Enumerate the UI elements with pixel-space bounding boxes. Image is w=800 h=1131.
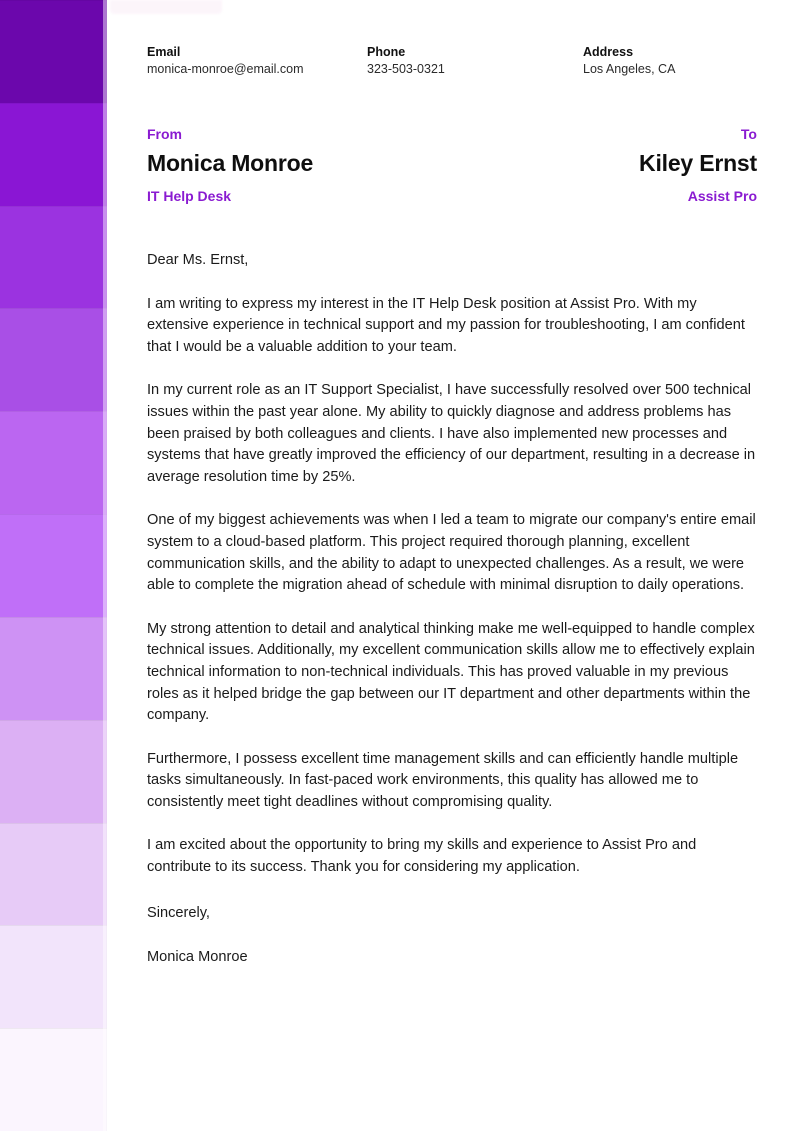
sidebar-block <box>0 720 107 823</box>
sidebar-block <box>0 206 107 309</box>
sender-block <box>147 125 313 206</box>
sender-title: IT Help Desk <box>147 188 232 204</box>
letter-paragraph: Furthermore, I possess excellent time management skills and can efficiently handle multiple tasks simultaneously. In fast-paced work environments, this quality has allowed me to consistently meet tight deadlines without compromising quality. <box>147 750 739 810</box>
phone-label: Phone <box>367 45 406 59</box>
address-label: Address <box>583 45 634 59</box>
letter-paragraphs <box>147 294 759 879</box>
email-label: Email <box>147 45 181 59</box>
recipient-name: Kiley Ernst <box>639 150 757 176</box>
contact-email <box>147 44 367 79</box>
sidebar-block <box>0 925 107 1028</box>
sidebar-block <box>0 308 107 411</box>
letter-paragraph: I am excited about the opportunity to bring my skills and experience to Assist Pro and contribute to its success. Thank you for considering my application. <box>147 837 697 876</box>
contact-header <box>147 44 757 79</box>
letter-paragraph: I am writing to express my interest in the IT Help Desk position at Assist Pro. With my extensive experience in technical support and my passion for troubleshooting, I am confident that I would be a valuable addition to your team. <box>147 295 745 355</box>
recipient-company: Assist Pro <box>687 188 757 204</box>
sidebar-gradient <box>0 0 107 1131</box>
contact-address <box>583 44 757 79</box>
greeting: Dear Ms. Ernst, <box>147 252 249 268</box>
letter-content <box>107 0 800 1131</box>
closing: Sincerely, <box>147 904 210 921</box>
sidebar-block <box>0 411 107 514</box>
phone-value: 323-503-0321 <box>367 62 445 76</box>
from-label: From <box>147 126 182 142</box>
to-label: To <box>740 126 757 142</box>
sidebar-block <box>0 0 107 103</box>
sidebar-block <box>0 617 107 720</box>
parties-section <box>147 125 757 206</box>
letter-paragraph: In my current role as an IT Support Specialist, I have successfully resolved over 500 technical issues within the past year alone. My ability to quickly diagnose and address problems has been praised by both colleagues and clients. I have also implemented new processes and systems that have greatly improved the efficiency of our department, resulting in a decrease in average resolution time by 25%. <box>147 382 756 485</box>
email-value: monica-monroe@email.com <box>147 62 304 76</box>
address-value: Los Angeles, CA <box>583 62 676 76</box>
recipient-block <box>639 125 757 206</box>
sidebar-block <box>0 103 107 206</box>
sidebar-block <box>0 514 107 617</box>
contact-phone <box>367 44 583 79</box>
sender-name: Monica Monroe <box>147 150 314 176</box>
signature: Monica Monroe <box>147 949 248 966</box>
letter-paragraph: One of my biggest achievements was when I led a team to migrate our company's entire email system to a cloud-based platform. This project required thorough planning, excellent communication skills, and the ability to adapt to unexpected challenges. As a result, we were able to complete the migration ahead of schedule with minimal disruption to daily operations. <box>147 512 756 594</box>
sidebar-block <box>0 823 107 926</box>
letter-body <box>147 250 759 969</box>
sidebar-block <box>0 1028 107 1131</box>
letter-paragraph: My strong attention to detail and analytical thinking make me well-equipped to handle complex technical issues. Additionally, my excellent communication skills allow me to effectively explain technical information to non-technical individuals. This has proved valuable in my previous roles as it helped bridge the gap between our IT department and other departments within the company. <box>147 620 755 724</box>
